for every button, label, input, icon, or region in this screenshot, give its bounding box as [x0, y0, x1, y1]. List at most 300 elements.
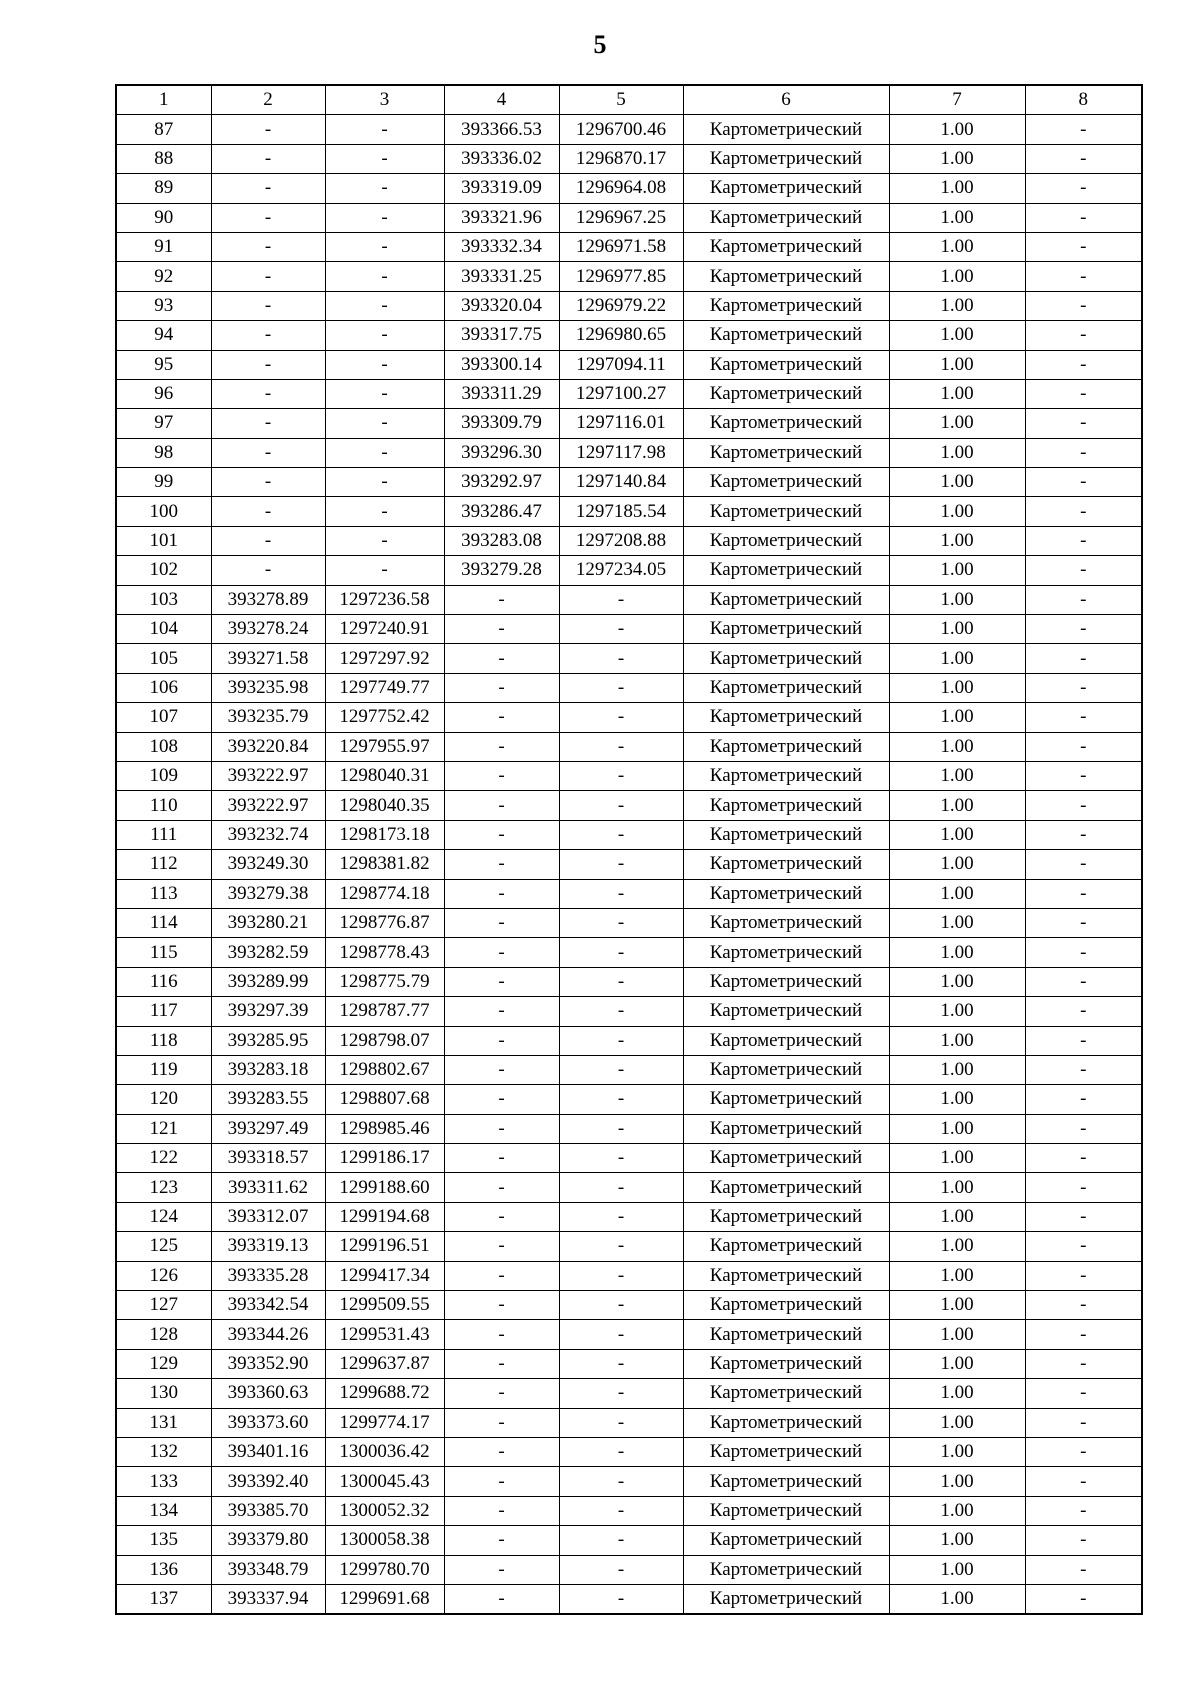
point-number-cell: 133 — [116, 1467, 211, 1496]
y-coordinate-cell: - — [325, 409, 444, 438]
page-number: 5 — [593, 30, 607, 59]
method-cell: Картометрический — [683, 144, 889, 173]
table-row — [116, 291, 1142, 320]
y-coordinate-cell: 1297752.42 — [325, 703, 444, 732]
table-row — [116, 1144, 1142, 1173]
y-coordinate-alt-cell: - — [559, 1349, 683, 1378]
table-row — [116, 879, 1142, 908]
accuracy-cell: 1.00 — [889, 1584, 1025, 1614]
method-cell: Картометрический — [683, 438, 889, 467]
y-coordinate-cell: 1297297.92 — [325, 644, 444, 673]
y-coordinate-alt-cell: - — [559, 1408, 683, 1437]
method-cell: Картометрический — [683, 1173, 889, 1202]
table-row — [116, 468, 1142, 497]
y-coordinate-cell: - — [325, 321, 444, 350]
accuracy-cell: 1.00 — [889, 1555, 1025, 1584]
x-coordinate-alt-cell: - — [444, 791, 559, 820]
x-coordinate-cell: - — [211, 468, 325, 497]
point-number-cell: 128 — [116, 1320, 211, 1349]
x-coordinate-alt-cell: 393332.34 — [444, 232, 559, 261]
x-coordinate-alt-cell: - — [444, 967, 559, 996]
x-coordinate-alt-cell: 393336.02 — [444, 144, 559, 173]
method-cell: Картометрический — [683, 967, 889, 996]
accuracy-cell: 1.00 — [889, 1173, 1025, 1202]
x-coordinate-alt-cell: - — [444, 997, 559, 1026]
method-cell: Картометрический — [683, 997, 889, 1026]
x-coordinate-cell: 393342.54 — [211, 1291, 325, 1320]
method-cell: Картометрический — [683, 791, 889, 820]
y-coordinate-alt-cell: - — [559, 615, 683, 644]
y-coordinate-cell: 1299196.51 — [325, 1232, 444, 1261]
description-cell: - — [1025, 1144, 1142, 1173]
y-coordinate-cell: 1299637.87 — [325, 1349, 444, 1378]
description-cell: - — [1025, 673, 1142, 702]
method-cell: Картометрический — [683, 556, 889, 585]
accuracy-cell: 1.00 — [889, 585, 1025, 614]
column-header: 5 — [559, 85, 683, 115]
coordinates-table — [115, 84, 1143, 1615]
description-cell: - — [1025, 820, 1142, 849]
point-number-cell: 130 — [116, 1379, 211, 1408]
y-coordinate-alt-cell: - — [559, 908, 683, 937]
x-coordinate-cell: - — [211, 321, 325, 350]
y-coordinate-cell: 1298776.87 — [325, 908, 444, 937]
table-row — [116, 1261, 1142, 1290]
x-coordinate-cell: 393297.39 — [211, 997, 325, 1026]
column-header: 4 — [444, 85, 559, 115]
table-row — [116, 1496, 1142, 1525]
x-coordinate-cell: 393220.84 — [211, 732, 325, 761]
x-coordinate-alt-cell: 393321.96 — [444, 203, 559, 232]
description-cell: - — [1025, 1437, 1142, 1466]
method-cell: Картометрический — [683, 262, 889, 291]
method-cell: Картометрический — [683, 1526, 889, 1555]
method-cell: Картометрический — [683, 174, 889, 203]
accuracy-cell: 1.00 — [889, 997, 1025, 1026]
x-coordinate-alt-cell: - — [444, 732, 559, 761]
table-row — [116, 1232, 1142, 1261]
x-coordinate-cell: 393297.49 — [211, 1114, 325, 1143]
y-coordinate-cell: 1298787.77 — [325, 997, 444, 1026]
method-cell: Картометрический — [683, 703, 889, 732]
x-coordinate-alt-cell: 393320.04 — [444, 291, 559, 320]
x-coordinate-alt-cell: - — [444, 938, 559, 967]
point-number-cell: 91 — [116, 232, 211, 261]
column-header: 8 — [1025, 85, 1142, 115]
y-coordinate-alt-cell: - — [559, 820, 683, 849]
y-coordinate-alt-cell: - — [559, 1114, 683, 1143]
accuracy-cell: 1.00 — [889, 526, 1025, 555]
description-cell: - — [1025, 409, 1142, 438]
y-coordinate-cell: 1297240.91 — [325, 615, 444, 644]
description-cell: - — [1025, 908, 1142, 937]
x-coordinate-cell: - — [211, 497, 325, 526]
table-row — [116, 644, 1142, 673]
method-cell: Картометрический — [683, 1496, 889, 1525]
method-cell: Картометрический — [683, 115, 889, 144]
accuracy-cell: 1.00 — [889, 1408, 1025, 1437]
method-cell: Картометрический — [683, 644, 889, 673]
x-coordinate-cell: 393335.28 — [211, 1261, 325, 1290]
x-coordinate-alt-cell: - — [444, 1144, 559, 1173]
y-coordinate-alt-cell: 1297116.01 — [559, 409, 683, 438]
method-cell: Картометрический — [683, 1261, 889, 1290]
description-cell: - — [1025, 115, 1142, 144]
y-coordinate-cell: 1300036.42 — [325, 1437, 444, 1466]
x-coordinate-cell: - — [211, 262, 325, 291]
x-coordinate-cell: 393283.55 — [211, 1085, 325, 1114]
y-coordinate-alt-cell: - — [559, 1379, 683, 1408]
description-cell: - — [1025, 1173, 1142, 1202]
y-coordinate-cell: 1298173.18 — [325, 820, 444, 849]
x-coordinate-alt-cell: - — [444, 585, 559, 614]
y-coordinate-alt-cell: - — [559, 1026, 683, 1055]
x-coordinate-cell: - — [211, 350, 325, 379]
x-coordinate-alt-cell: 393366.53 — [444, 115, 559, 144]
accuracy-cell: 1.00 — [889, 791, 1025, 820]
point-number-cell: 102 — [116, 556, 211, 585]
x-coordinate-alt-cell: 393296.30 — [444, 438, 559, 467]
point-number-cell: 107 — [116, 703, 211, 732]
y-coordinate-cell: - — [325, 144, 444, 173]
x-coordinate-cell: 393235.79 — [211, 703, 325, 732]
table-row — [116, 703, 1142, 732]
y-coordinate-cell: 1298774.18 — [325, 879, 444, 908]
column-header: 6 — [683, 85, 889, 115]
point-number-cell: 118 — [116, 1026, 211, 1055]
accuracy-cell: 1.00 — [889, 1291, 1025, 1320]
x-coordinate-alt-cell: - — [444, 1173, 559, 1202]
description-cell: - — [1025, 1320, 1142, 1349]
point-number-cell: 131 — [116, 1408, 211, 1437]
point-number-cell: 100 — [116, 497, 211, 526]
method-cell: Картометрический — [683, 1026, 889, 1055]
y-coordinate-cell: 1300052.32 — [325, 1496, 444, 1525]
table-row — [116, 1026, 1142, 1055]
x-coordinate-alt-cell: - — [444, 1291, 559, 1320]
point-number-cell: 104 — [116, 615, 211, 644]
method-cell: Картометрический — [683, 497, 889, 526]
y-coordinate-alt-cell: - — [559, 1584, 683, 1614]
y-coordinate-cell: 1299688.72 — [325, 1379, 444, 1408]
y-coordinate-cell: 1299780.70 — [325, 1555, 444, 1584]
x-coordinate-alt-cell: - — [444, 1026, 559, 1055]
description-cell: - — [1025, 791, 1142, 820]
y-coordinate-cell: - — [325, 232, 444, 261]
x-coordinate-alt-cell: - — [444, 1085, 559, 1114]
point-number-cell: 110 — [116, 791, 211, 820]
description-cell: - — [1025, 1379, 1142, 1408]
accuracy-cell: 1.00 — [889, 262, 1025, 291]
y-coordinate-alt-cell: 1296967.25 — [559, 203, 683, 232]
method-cell: Картометрический — [683, 1055, 889, 1084]
x-coordinate-alt-cell: 393292.97 — [444, 468, 559, 497]
point-number-cell: 87 — [116, 115, 211, 144]
x-coordinate-cell: 393222.97 — [211, 761, 325, 790]
y-coordinate-alt-cell: 1297140.84 — [559, 468, 683, 497]
y-coordinate-cell: 1298775.79 — [325, 967, 444, 996]
x-coordinate-cell: 393318.57 — [211, 1144, 325, 1173]
method-cell: Картометрический — [683, 321, 889, 350]
point-number-cell: 97 — [116, 409, 211, 438]
x-coordinate-cell: - — [211, 409, 325, 438]
description-cell: - — [1025, 379, 1142, 408]
table-row — [116, 497, 1142, 526]
x-coordinate-cell: - — [211, 174, 325, 203]
description-cell: - — [1025, 1408, 1142, 1437]
point-number-cell: 92 — [116, 262, 211, 291]
point-number-cell: 132 — [116, 1437, 211, 1466]
x-coordinate-cell: - — [211, 438, 325, 467]
y-coordinate-alt-cell: - — [559, 1467, 683, 1496]
point-number-cell: 120 — [116, 1085, 211, 1114]
accuracy-cell: 1.00 — [889, 1144, 1025, 1173]
y-coordinate-alt-cell: - — [559, 1173, 683, 1202]
x-coordinate-cell: 393312.07 — [211, 1202, 325, 1231]
y-coordinate-cell: 1298807.68 — [325, 1085, 444, 1114]
x-coordinate-alt-cell: - — [444, 1496, 559, 1525]
y-coordinate-alt-cell: - — [559, 850, 683, 879]
y-coordinate-cell: 1298778.43 — [325, 938, 444, 967]
description-cell: - — [1025, 1584, 1142, 1614]
description-cell: - — [1025, 1467, 1142, 1496]
accuracy-cell: 1.00 — [889, 497, 1025, 526]
x-coordinate-alt-cell: - — [444, 1555, 559, 1584]
y-coordinate-alt-cell: 1296971.58 — [559, 232, 683, 261]
description-cell: - — [1025, 1055, 1142, 1084]
x-coordinate-alt-cell: 393286.47 — [444, 497, 559, 526]
description-cell: - — [1025, 1526, 1142, 1555]
y-coordinate-alt-cell: 1297234.05 — [559, 556, 683, 585]
table-row — [116, 732, 1142, 761]
point-number-cell: 108 — [116, 732, 211, 761]
accuracy-cell: 1.00 — [889, 703, 1025, 732]
x-coordinate-cell: 393289.99 — [211, 967, 325, 996]
table-row — [116, 908, 1142, 937]
point-number-cell: 94 — [116, 321, 211, 350]
x-coordinate-cell: 393235.98 — [211, 673, 325, 702]
column-header: 1 — [116, 85, 211, 115]
description-cell: - — [1025, 438, 1142, 467]
accuracy-cell: 1.00 — [889, 468, 1025, 497]
description-cell: - — [1025, 1291, 1142, 1320]
x-coordinate-alt-cell: - — [444, 1349, 559, 1378]
x-coordinate-cell: 393385.70 — [211, 1496, 325, 1525]
method-cell: Картометрический — [683, 615, 889, 644]
description-cell: - — [1025, 468, 1142, 497]
y-coordinate-cell: 1299531.43 — [325, 1320, 444, 1349]
y-coordinate-cell: 1299417.34 — [325, 1261, 444, 1290]
table-row — [116, 556, 1142, 585]
point-number-cell: 96 — [116, 379, 211, 408]
x-coordinate-alt-cell: 393311.29 — [444, 379, 559, 408]
x-coordinate-alt-cell: 393283.08 — [444, 526, 559, 555]
y-coordinate-alt-cell: 1297117.98 — [559, 438, 683, 467]
description-cell: - — [1025, 1261, 1142, 1290]
point-number-cell: 124 — [116, 1202, 211, 1231]
y-coordinate-alt-cell: 1296977.85 — [559, 262, 683, 291]
description-cell: - — [1025, 938, 1142, 967]
point-number-cell: 93 — [116, 291, 211, 320]
method-cell: Картометрический — [683, 1144, 889, 1173]
x-coordinate-alt-cell: - — [444, 1526, 559, 1555]
x-coordinate-alt-cell: 393319.09 — [444, 174, 559, 203]
description-cell: - — [1025, 1114, 1142, 1143]
method-cell: Картометрический — [683, 468, 889, 497]
table-row — [116, 379, 1142, 408]
y-coordinate-alt-cell: - — [559, 644, 683, 673]
x-coordinate-cell: 393222.97 — [211, 791, 325, 820]
y-coordinate-alt-cell: 1297100.27 — [559, 379, 683, 408]
table-row — [116, 997, 1142, 1026]
point-number-cell: 136 — [116, 1555, 211, 1584]
point-number-cell: 95 — [116, 350, 211, 379]
x-coordinate-alt-cell: - — [444, 1114, 559, 1143]
y-coordinate-cell: 1299691.68 — [325, 1584, 444, 1614]
x-coordinate-alt-cell: 393309.79 — [444, 409, 559, 438]
table-row — [116, 1291, 1142, 1320]
accuracy-cell: 1.00 — [889, 144, 1025, 173]
accuracy-cell: 1.00 — [889, 115, 1025, 144]
y-coordinate-alt-cell: 1296964.08 — [559, 174, 683, 203]
y-coordinate-cell: - — [325, 526, 444, 555]
point-number-cell: 101 — [116, 526, 211, 555]
description-cell: - — [1025, 321, 1142, 350]
y-coordinate-alt-cell: - — [559, 703, 683, 732]
y-coordinate-cell: 1299509.55 — [325, 1291, 444, 1320]
x-coordinate-cell: 393278.89 — [211, 585, 325, 614]
accuracy-cell: 1.00 — [889, 644, 1025, 673]
accuracy-cell: 1.00 — [889, 1232, 1025, 1261]
table-body — [116, 115, 1142, 1614]
x-coordinate-cell: 393279.38 — [211, 879, 325, 908]
y-coordinate-cell: - — [325, 291, 444, 320]
description-cell: - — [1025, 232, 1142, 261]
y-coordinate-alt-cell: 1296979.22 — [559, 291, 683, 320]
x-coordinate-alt-cell: - — [444, 850, 559, 879]
description-cell: - — [1025, 644, 1142, 673]
y-coordinate-alt-cell: - — [559, 967, 683, 996]
table-row — [116, 1085, 1142, 1114]
x-coordinate-cell: 393344.26 — [211, 1320, 325, 1349]
accuracy-cell: 1.00 — [889, 1320, 1025, 1349]
y-coordinate-cell: - — [325, 350, 444, 379]
method-cell: Картометрический — [683, 1584, 889, 1614]
y-coordinate-alt-cell: - — [559, 1261, 683, 1290]
y-coordinate-cell: 1300045.43 — [325, 1467, 444, 1496]
column-header: 7 — [889, 85, 1025, 115]
y-coordinate-alt-cell: - — [559, 1291, 683, 1320]
y-coordinate-cell: - — [325, 174, 444, 203]
x-coordinate-alt-cell: - — [444, 1232, 559, 1261]
accuracy-cell: 1.00 — [889, 291, 1025, 320]
table-row — [116, 967, 1142, 996]
accuracy-cell: 1.00 — [889, 1349, 1025, 1378]
x-coordinate-cell: 393232.74 — [211, 820, 325, 849]
table-row — [116, 1379, 1142, 1408]
method-cell: Картометрический — [683, 908, 889, 937]
x-coordinate-cell: 393311.62 — [211, 1173, 325, 1202]
table-row — [116, 1349, 1142, 1378]
y-coordinate-cell: - — [325, 468, 444, 497]
x-coordinate-alt-cell: - — [444, 1437, 559, 1466]
table-row — [116, 673, 1142, 702]
point-number-cell: 105 — [116, 644, 211, 673]
description-cell: - — [1025, 585, 1142, 614]
y-coordinate-alt-cell: 1296870.17 — [559, 144, 683, 173]
method-cell: Картометрический — [683, 820, 889, 849]
x-coordinate-alt-cell: - — [444, 1467, 559, 1496]
y-coordinate-alt-cell: - — [559, 1232, 683, 1261]
y-coordinate-cell: - — [325, 115, 444, 144]
x-coordinate-alt-cell: 393300.14 — [444, 350, 559, 379]
method-cell: Картометрический — [683, 350, 889, 379]
y-coordinate-cell: 1297236.58 — [325, 585, 444, 614]
method-cell: Картометрический — [683, 879, 889, 908]
y-coordinate-cell: 1298798.07 — [325, 1026, 444, 1055]
y-coordinate-cell: 1298040.31 — [325, 761, 444, 790]
accuracy-cell: 1.00 — [889, 379, 1025, 408]
method-cell: Картометрический — [683, 673, 889, 702]
accuracy-cell: 1.00 — [889, 1055, 1025, 1084]
table-row — [116, 938, 1142, 967]
point-number-cell: 106 — [116, 673, 211, 702]
y-coordinate-alt-cell: - — [559, 1437, 683, 1466]
y-coordinate-cell: 1298381.82 — [325, 850, 444, 879]
description-cell: - — [1025, 703, 1142, 732]
accuracy-cell: 1.00 — [889, 350, 1025, 379]
x-coordinate-cell: 393285.95 — [211, 1026, 325, 1055]
accuracy-cell: 1.00 — [889, 850, 1025, 879]
method-cell: Картометрический — [683, 938, 889, 967]
table-row — [116, 174, 1142, 203]
table-row — [116, 1202, 1142, 1231]
y-coordinate-cell: 1298040.35 — [325, 791, 444, 820]
table-row — [116, 409, 1142, 438]
x-coordinate-alt-cell: - — [444, 615, 559, 644]
accuracy-cell: 1.00 — [889, 1379, 1025, 1408]
table-row — [116, 321, 1142, 350]
description-cell: - — [1025, 1555, 1142, 1584]
x-coordinate-cell: 393392.40 — [211, 1467, 325, 1496]
table-header-row — [116, 85, 1142, 115]
x-coordinate-alt-cell: - — [444, 1379, 559, 1408]
x-coordinate-alt-cell: 393317.75 — [444, 321, 559, 350]
table-row — [116, 526, 1142, 555]
point-number-cell: 127 — [116, 1291, 211, 1320]
y-coordinate-alt-cell: - — [559, 761, 683, 790]
accuracy-cell: 1.00 — [889, 1526, 1025, 1555]
point-number-cell: 117 — [116, 997, 211, 1026]
table-row — [116, 115, 1142, 144]
y-coordinate-alt-cell: - — [559, 938, 683, 967]
x-coordinate-alt-cell: - — [444, 1055, 559, 1084]
table-row — [116, 1584, 1142, 1614]
x-coordinate-cell: 393249.30 — [211, 850, 325, 879]
accuracy-cell: 1.00 — [889, 967, 1025, 996]
description-cell: - — [1025, 615, 1142, 644]
x-coordinate-alt-cell: - — [444, 1408, 559, 1437]
x-coordinate-cell: 393401.16 — [211, 1437, 325, 1466]
description-cell: - — [1025, 1349, 1142, 1378]
y-coordinate-alt-cell: 1297094.11 — [559, 350, 683, 379]
y-coordinate-alt-cell: - — [559, 1526, 683, 1555]
description-cell: - — [1025, 967, 1142, 996]
description-cell: - — [1025, 732, 1142, 761]
description-cell: - — [1025, 497, 1142, 526]
y-coordinate-alt-cell: - — [559, 791, 683, 820]
method-cell: Картометрический — [683, 585, 889, 614]
